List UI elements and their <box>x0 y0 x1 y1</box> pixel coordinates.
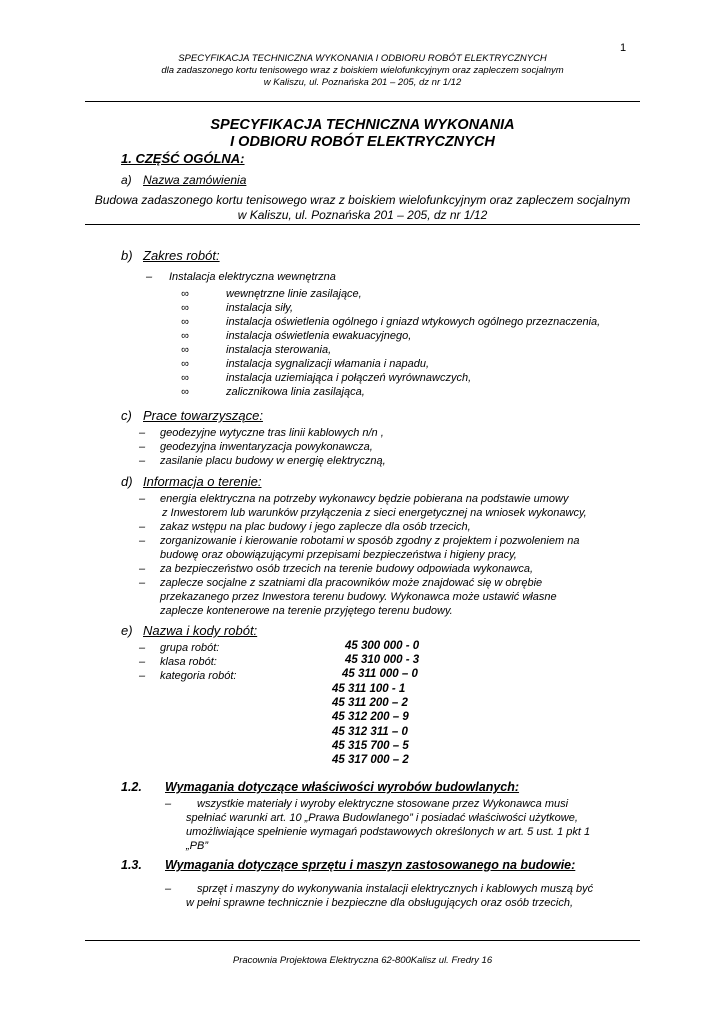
section-b-dash: – <box>146 271 153 283</box>
section-1-3-line1: sprzęt i maszyny do wykonywania instalacji elektrycznych i kablowych muszą być <box>197 883 594 895</box>
section-1-2-line1: wszystkie materiały i wyroby elektryczne stosowane przez Wykonawca musi <box>197 798 569 810</box>
list-item: – zorganizowanie i kierowanie robotami w sposób zgodny z projektem i pozwoleniem na <box>139 535 580 547</box>
list-item: – zakaz wstępu na plac budowy i jego zaplecze dla osób trzecich, <box>139 521 471 533</box>
section-1-3-dash: – <box>165 883 172 895</box>
section-1-3-title: Wymagania dotyczące sprzętu i maszyn zastosowanego na budowie: <box>165 858 576 872</box>
page-number: 1 <box>620 42 627 54</box>
list-item: 45 312 200 – 9 <box>332 711 409 724</box>
infinity-bullet-icon: ∞ <box>181 302 189 314</box>
code-class: 45 310 000 - 3 <box>345 654 420 666</box>
list-item: – geodezyjna inwentaryzacja powykonawcza, <box>139 441 373 453</box>
order-name-line2: w Kaliszu, ul. Poznańska 201 – 205, dz nr 1/12 <box>237 208 488 222</box>
part1-heading: 1. CZĘŚĆ OGÓLNA: <box>121 151 245 166</box>
code-category: 45 311 000 – 0 <box>342 668 418 680</box>
section-e-label: e) <box>121 623 133 638</box>
infinity-bullet-icon: ∞ <box>181 358 189 370</box>
section-c-list <box>139 426 386 468</box>
section-d-label: d) <box>121 474 133 489</box>
section-c-label: c) <box>121 408 132 423</box>
section-d-list: – energia elektryczna na potrzeby wykonawcy będzie pobierana na podstawie umowy z Inwestorem lub warunków przyłączenia z sieci energetycznej na wniosek wykonawcy, – zakaz wstępu na plac budowy i jego zaplecze dla osób trzecich, – zorganizowanie i kierowanie robotami w sposób zgodny z projektem i pozwoleniem na budowę oraz obowiązującymi przepisami bezpieczeństwa i higieny pracy, – za bezpieczeństwo osób trzecich na terenie budowy odpowiada wykonawca, – zaplecze socjalne z szatniami dla pracowników może znajdować się w obrębie przekazanego przez Inwestora terenu budowy. Wykonawca może ustawić własne zaplecze kontenerowe na terenie przyjętego terenu budowy. <box>139 492 639 618</box>
list-item: ∞ instalacja uziemiająca i połączeń wyrównawczych, <box>181 372 472 384</box>
list-item: – energia elektryczna na potrzeby wykonawcy będzie pobierana na podstawie umowy <box>139 493 569 505</box>
list-item: ∞ wewnętrzne linie zasilające, <box>181 288 362 300</box>
document-title-line1: SPECYFIKACJA TECHNICZNA WYKONANIA <box>210 117 515 133</box>
infinity-bullet-icon: ∞ <box>181 330 189 342</box>
list-item: – geodezyjne wytyczne tras linii kablowych n/n , <box>139 427 384 439</box>
infinity-bullet-icon: ∞ <box>181 344 189 356</box>
list-item: – za bezpieczeństwo osób trzecich na terenie budowy odpowiada wykonawca, <box>139 563 533 575</box>
infinity-bullet-icon: ∞ <box>181 372 189 384</box>
infinity-bullet-icon: ∞ <box>181 316 189 328</box>
section-1-2-number: 1.2. <box>121 780 142 794</box>
code-row-category: – kategoria robót: <box>139 670 237 682</box>
section-1-2-line3: umożliwiające spełnienie wymagań podstawowych określonych w art. 5 ust. 1 pkt 1 <box>186 826 591 838</box>
list-item: – zaplecze socjalne z szatniami dla pracowników może znajdować się w obrębie <box>139 577 543 589</box>
list-item: ∞ instalacja sygnalizacji włamania i napadu, <box>181 358 430 370</box>
header-divider <box>85 101 640 102</box>
list-item: – zasilanie placu budowy w energię elektryczną, <box>139 455 386 467</box>
list-item: 45 311 200 – 2 <box>332 697 408 710</box>
section-e-title: Nazwa i kody robót: <box>143 623 258 638</box>
document-title-line2: I ODBIORU ROBÓT ELEKTRYCZNYCH <box>230 134 495 150</box>
section-a-divider <box>85 224 640 225</box>
section-b-title: Zakres robót: <box>143 248 220 263</box>
extra-codes-list <box>332 682 409 767</box>
list-item: ∞ instalacja siły, <box>181 302 294 314</box>
list-item: ∞ instalacja oświetlenia ewakuacyjnego, <box>181 330 412 342</box>
section-1-2-line2: spełniać warunki art. 10 „Prawa Budowlanego” i posiadać właściwości użytkowe, <box>186 812 578 824</box>
infinity-bullet-icon: ∞ <box>181 386 189 398</box>
section-b-main-item: Instalacja elektryczna wewnętrzna <box>169 271 336 283</box>
list-item: ∞ instalacja oświetlenia ogólnego i gniazd wtykowych ogólnego przeznaczenia, <box>181 316 601 328</box>
list-item: 45 311 100 - 1 <box>332 683 406 695</box>
infinity-bullet-icon: ∞ <box>181 288 189 300</box>
section-a-title: Nazwa zamówienia <box>143 173 247 187</box>
section-1-3-line2: w pełni sprawne technicznie i bezpieczne dla obsługujących oraz osób trzecich, <box>186 897 574 909</box>
footer-divider <box>85 940 640 941</box>
section-b-subitems <box>181 287 600 399</box>
running-header-line3: w Kaliszu, ul. Poznańska 201 – 205, dz nr 1/12 <box>263 77 462 88</box>
code-group: 45 300 000 - 0 <box>345 640 420 652</box>
running-header-line2: dla zadaszonego kortu tenisowego wraz z boiskiem wielofunkcyjnym oraz zapleczem socjalnym <box>161 65 564 76</box>
section-b-label: b) <box>121 248 133 263</box>
code-row-class: – klasa robót: <box>139 656 217 668</box>
running-header-line1: SPECYFIKACJA TECHNICZNA WYKONANIA I ODBIORU ROBÓT ELEKTRYCZNYCH <box>178 53 547 64</box>
footer-text: Pracownia Projektowa Elektryczna 62-800Kalisz ul. Fredry 16 <box>232 955 493 966</box>
code-row-group: – grupa robót: <box>139 642 220 654</box>
list-item: ∞ instalacja sterowania, <box>181 344 332 356</box>
section-a-label: a) <box>121 173 132 187</box>
section-1-2-line4: „PB” <box>186 840 208 852</box>
section-1-2-title: Wymagania dotyczące właściwości wyrobów budowlanych: <box>165 780 520 794</box>
section-1-2-dash: – <box>165 798 172 810</box>
list-item: ∞ zalicznikowa linia zasilająca, <box>181 386 365 398</box>
section-c-title: Prace towarzyszące: <box>143 408 263 423</box>
list-item: 45 312 311 – 0 <box>332 725 408 738</box>
list-item: 45 317 000 – 2 <box>332 754 409 767</box>
section-d-title: Informacja o terenie: <box>143 474 262 489</box>
list-item: 45 315 700 – 5 <box>332 739 409 752</box>
order-name-line1: Budowa zadaszonego kortu tenisowego wraz z boiskiem wielofunkcyjnym oraz zapleczem socjalnym <box>94 193 631 207</box>
section-1-3-number: 1.3. <box>121 858 142 872</box>
